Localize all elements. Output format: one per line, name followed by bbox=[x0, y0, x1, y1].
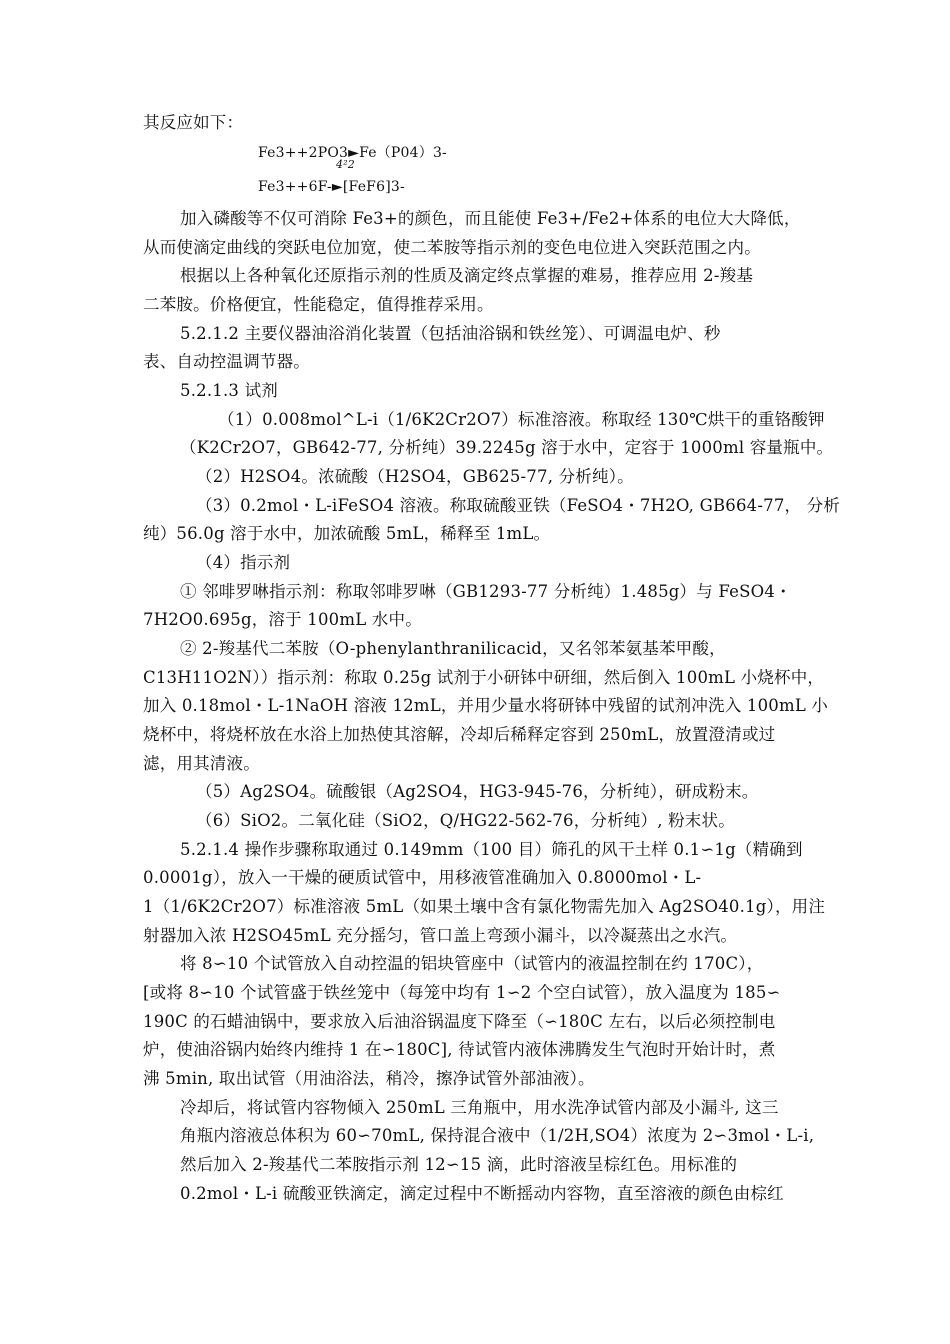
text-line: 7H2O0.695g，溶于 100mL 水中。 bbox=[143, 610, 422, 629]
text-line: 然后加入 2-羧基代二苯胺指示剂 12∽15 滴，此时溶液呈棕红色。用标准的 bbox=[180, 1155, 738, 1174]
text-line: 冷却后，将试管内容物倾入 250mL 三角瓶中，用水洗净试管内部及小漏斗, 这三 bbox=[180, 1098, 779, 1117]
text-line: 根据以上各种氧化还原指示剂的性质及滴定终点掌握的难易，推荐应用 2-羧基 bbox=[180, 266, 754, 285]
section-heading: 5.2.1.3 试剂 bbox=[180, 381, 278, 400]
text-line: C13H11O2N））指示剂：称取 0.25g 试剂于小研钵中研细，然后倒入 100mL 小烧杯中， bbox=[143, 668, 825, 687]
text-line: 0.2mol・L-i 硫酸亚铁滴定，滴定过程中不断摇动内容物，直至溶液的颜色由棕红 bbox=[180, 1184, 784, 1203]
text-line: 从而使滴定曲线的突跃电位加宽，使二苯胺等指示剂的变色电位进入突跃范围之内。 bbox=[143, 238, 761, 257]
text-line: ① 邻啡罗啉指示剂：称取邻啡罗啉（GB1293-77 分析纯）1.485g）与 FeSO4・ bbox=[180, 582, 792, 601]
text-line: 纯）56.0g 溶于水中，加浓硫酸 5mL，稀释至 1mL。 bbox=[143, 524, 551, 543]
text-line: 射器加入浓 H2SO45mL 充分摇匀，管口盖上弯颈小漏斗，以冷凝蒸出之水汽。 bbox=[143, 926, 738, 945]
text-line: 将 8∽10 个试管放入自动控温的铝块管座中（试管内的液温控制在约 170C）， bbox=[180, 954, 764, 973]
equation-line: Fe3++6F-►[FeF6]3- bbox=[258, 179, 405, 195]
equation-line: Fe3++2PO3►Fe（P04）3- bbox=[258, 145, 447, 161]
section-heading-line: 5.2.1.4 操作步骤称取通过 0.149mm（100 目）筛孔的风干土样 0.1∽1g（精确到 bbox=[180, 840, 803, 859]
text-line: 加入磷酸等不仅可消除 Fe3+的颜色，而且能使 Fe3+/Fe2+体系的电位大大降低， bbox=[180, 209, 801, 228]
text-line: 滤，用其清液。 bbox=[143, 754, 260, 773]
text-line: 0.0001g），放入一干燥的硬质试管中，用移液管准确加入 0.8000mol・L- bbox=[143, 868, 702, 887]
text-line: （1）0.008mol^L-i（1/6K2Cr2O7）标准溶液。称取经 130℃烘干的重铬酸钾 bbox=[218, 410, 825, 429]
text-line: （3）0.2mol・L-iFeSO4 溶液。称取硫酸亚铁（FeSO4・7H2O, GB664-77， 分析 bbox=[196, 496, 841, 515]
text-line: （2）H2SO4。浓硫酸（H2SO4，GB625-77, 分析纯）。 bbox=[196, 467, 634, 486]
text-line: 炉，使油浴锅内始终内维持 1 在∽180C], 待试管内液体沸腾发生气泡时开始计时，煮 bbox=[143, 1040, 776, 1059]
section-heading-line: 5.2.1.2 主要仪器油浴消化装置（包括油浴锅和铁丝笼）、可调温电炉、秒 bbox=[180, 324, 721, 343]
text-line: （6）SiO2。二氧化硅（SiO2，Q/HG22-562-76，分析纯）, 粉末状。 bbox=[196, 811, 735, 830]
text-line: 表、自动控温调节器。 bbox=[143, 352, 310, 371]
equation-subscript: 4²2 bbox=[336, 158, 356, 171]
text-line: 1（1/6K2Cr2O7）标准溶液 5mL（如果土壤中含有氯化物需先加入 Ag2SO40.1g），用注 bbox=[143, 897, 826, 916]
text-line: 烧杯中，将烧杯放在水浴上加热使其溶解，冷却后稀释定容到 250mL，放置澄清或过 bbox=[143, 725, 776, 744]
text-line: （5）Ag2SO4。硫酸银（Ag2SO4，HG3-945-76，分析纯），研成粉末。 bbox=[196, 782, 759, 801]
text-line: ② 2-羧基代二苯胺（O-phenylanthranilicacid，又名邻苯氨基苯甲酸， bbox=[180, 639, 726, 658]
text-line: 其反应如下： bbox=[143, 113, 244, 132]
text-line: （K2Cr2O7，GB642-77, 分析纯）39.2245g 溶于水中，定容于 1000ml 容量瓶中。 bbox=[180, 438, 834, 457]
text-line: 沸 5min, 取出试管（用油浴法，稍冷，擦净试管外部油液）。 bbox=[143, 1069, 595, 1088]
text-line: [或将 8∽10 个试管盛于铁丝笼中（每笼中均有 1∽2 个空白试管），放入温度为 185∽ bbox=[143, 983, 781, 1002]
text-line: 角瓶内溶液总体积为 60∽70mL, 保持混合液中（1/2H,SO4）浓度为 2∽3mol・L-i, bbox=[180, 1126, 815, 1145]
text-line: 190C 的石蜡油锅中，要求放入后油浴锅温度下降至（∽180C 左右，以后必须控制电 bbox=[143, 1012, 776, 1031]
text-line: 二苯胺。价格便宜，性能稳定，值得推荐采用。 bbox=[143, 295, 494, 314]
text-line: 加入 0.18mol・L-1NaOH 溶液 12mL，并用少量水将研钵中残留的试剂冲洗入 100mL 小 bbox=[143, 696, 829, 715]
text-line: （4）指示剂 bbox=[196, 553, 291, 572]
